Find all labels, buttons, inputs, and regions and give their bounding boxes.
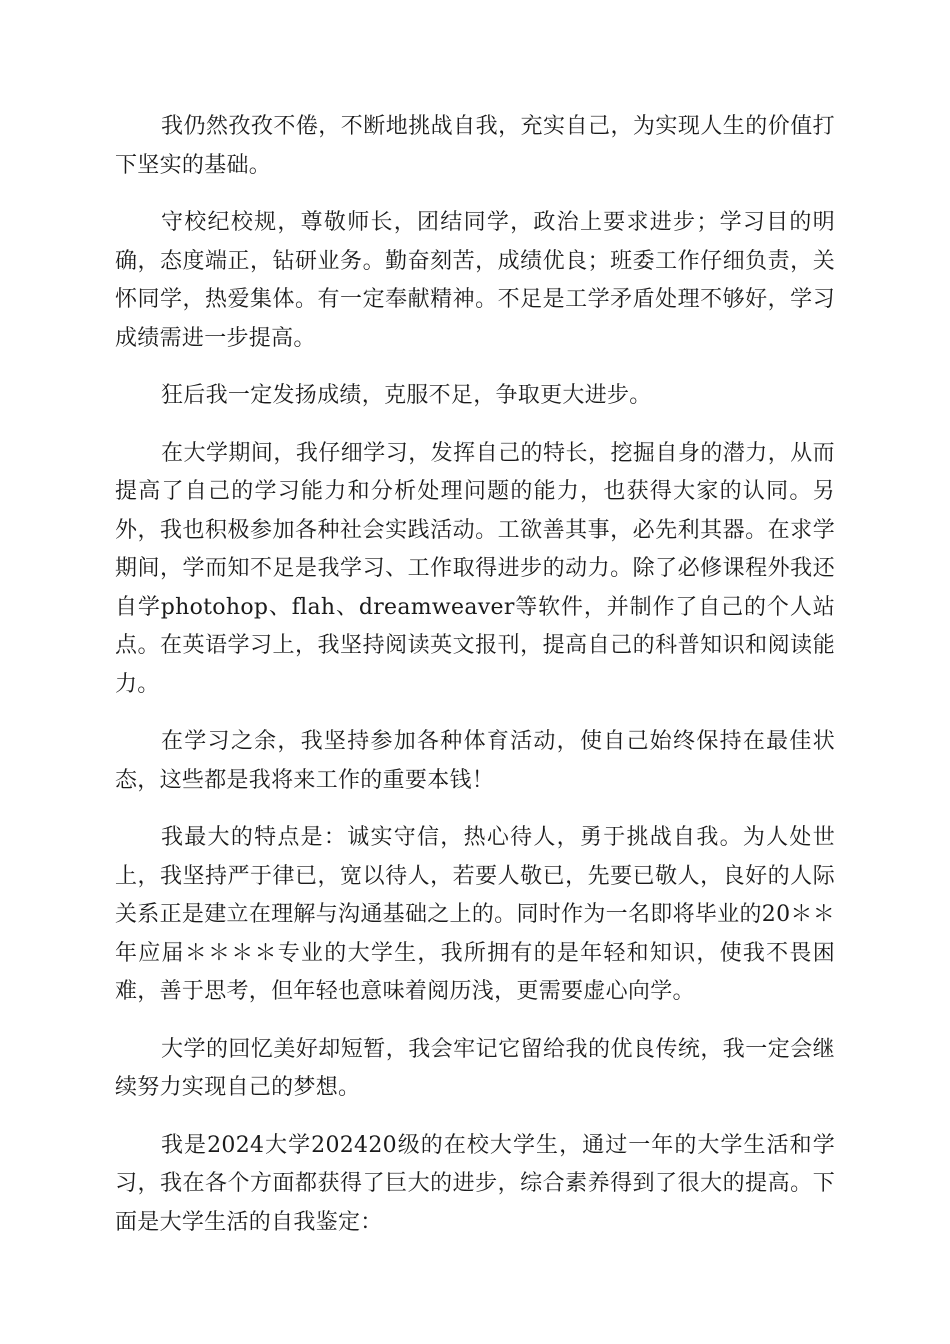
paragraph-3: 狂后我一定发扬成绩，克服不足，争取更大进步。 <box>161 383 652 408</box>
paragraph-4: 在大学期间，我仔细学习，发挥自己的特长，挖掘自身的潜力，从而提高了自己的学习能力和分析处理问题的能力，也获得大家的认同。另外，我也积极参加各种社会实践活动。工欲善其事，必先利其器。在求学期间，学而知不足是我学习、工作取得进步的动力。除了必修课程外我还自学photohop、flah、dreamweaver等软件，并制作了自己的个人站点。在英语学习上，我坚持阅读英文报刊，提高自己的科普知识和阅读能力。 <box>115 440 835 697</box>
document-page <box>115 108 835 1261</box>
paragraph-7: 大学的回忆美好却短暂，我会牢记它留给我的优良传统，我一定会继续努力实现自己的梦想。 <box>115 1036 835 1100</box>
paragraph-1: 我仍然孜孜不倦，不断地挑战自我，充实自己，为实现人生的价值打下坚实的基础。 <box>115 114 835 178</box>
paragraph-8: 我是2024大学202420级的在校大学生，通过一年的大学生活和学习，我在各个方面都获得了巨大的进步，综合素养得到了很大的提高。下面是大学生活的自我鉴定： <box>115 1132 835 1235</box>
paragraph-5: 在学习之余，我坚持参加各种体育活动，使自己始终保持在最佳状态，这些都是我将来工作的重要本钱！ <box>115 729 835 793</box>
paragraph-6: 我最大的特点是：诚实守信，热心待人，勇于挑战自我。为人处世上，我坚持严于律已，宽以待人，若要人敬已，先要已敬人，良好的人际关系正是建立在理解与沟通基础之上的。同时作为一名即将毕业的20＊＊年应届＊＊＊＊专业的大学生，我所拥有的是年轻和知识，使我不畏困难，善于思考，但年轻也意味着阅历浅，更需要虚心向学。 <box>115 825 835 1004</box>
paragraph-2: 守校纪校规，尊敬师长，团结同学，政治上要求进步；学习目的明确，态度端正，钻研业务。勤奋刻苦，成绩优良；班委工作仔细负责，关怀同学，热爱集体。有一定奉献精神。不足是工学矛盾处理不够好，学习成绩需进一步提高。 <box>115 210 835 351</box>
